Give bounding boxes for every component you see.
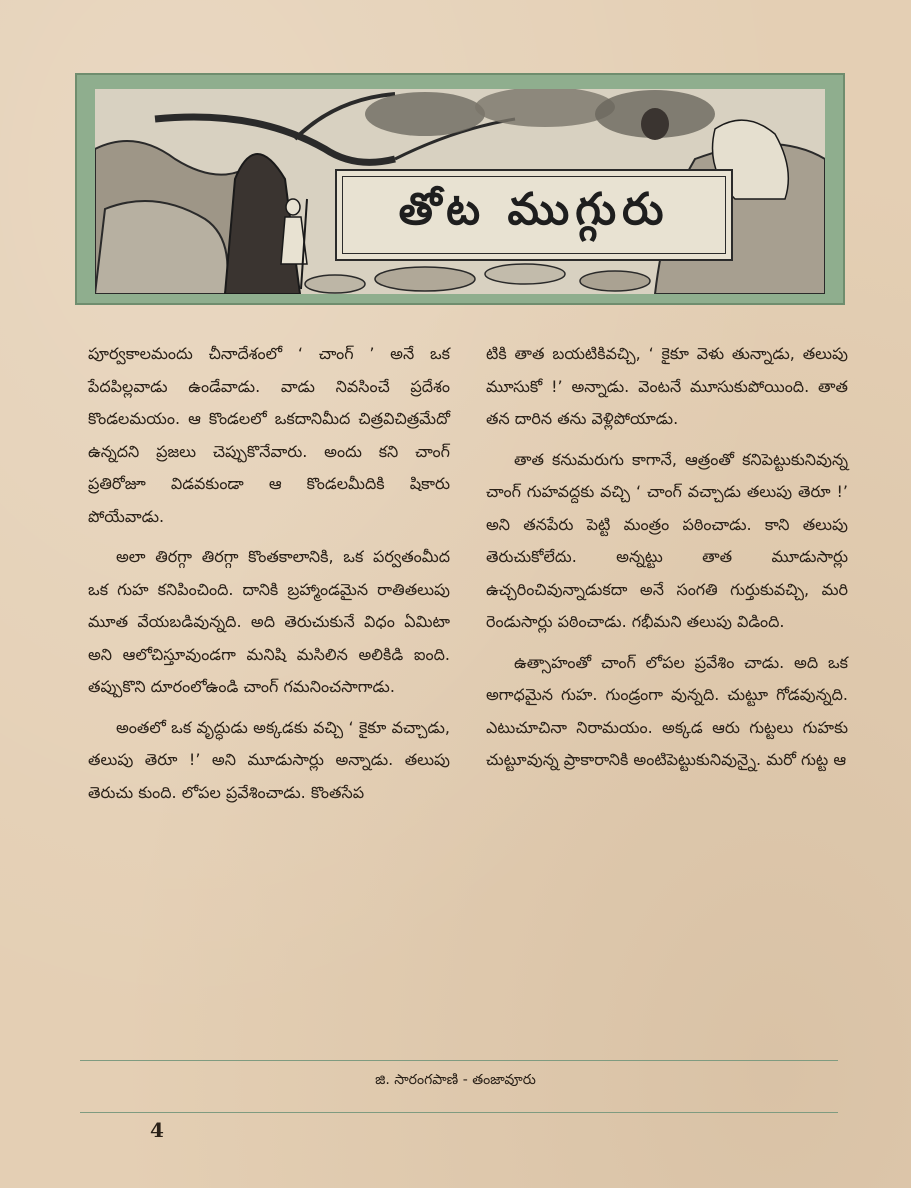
paragraph: టికి తాత బయటికివచ్చి, ‘ కైకూ వెళు తున్నాడు, తలుపు మూసుకో !’ అన్నాడు. వెంటనే మూసుకుపోయింది. తాత తన దారిన తను వెళ్లిపోయాడు. [486, 344, 848, 428]
paragraph: తాత కనుమరుగు కాగానే, ఆత్రంతో కనిపెట్టుకునివున్న చాంగ్ గుహవద్దకు వచ్చి ‘ చాంగ్ వచ్చాడు తలుపు తెరూ !’ అని తనపేరు పెట్టి మంత్రం పఠించాడు. కాని తలుపు తెరుచుకోలేదు. అన్నట్టు తాత మూడుసార్లు ఉచ్చరించివున్నాడుకదా అనే సంగతి గుర్తుకువచ్చి, మరి రెండుసార్లు పఠించాడు. గభీమని తలుపు విడింది. [486, 449, 848, 631]
article-body [88, 338, 848, 1018]
paragraph: అంతలో ఒక వృద్ధుడు అక్కడకు వచ్చి ‘ కైకూ వచ్చాడు, తలుపు తెరూ !’ అని మూడుసార్లు అన్నాడు. తలుపు తెరుచు కుంది. లోపల ప్రవేశించాడు. కొంతసేప [88, 717, 450, 802]
right-column [486, 338, 848, 1018]
paragraph: ఉత్సాహంతో చాంగ్ లోపల ప్రవేశిం చాడు. అది ఒక అగాధమైన గుహ. గుండ్రంగా వున్నది. చుట్టూ గోడవున్నది. ఎటుచూచినా నిరామయం. అక్కడ ఆరు గుట్టలు గుహకు చుట్టూవున్న ప్రాకారానికి అంటిపెట్టుకునివున్నై. మరో గుట్ట ఆ [486, 652, 848, 769]
paragraph: అలా తిరగ్గా తిరగ్గా కొంతకాలానికి, ఒక పర్వతంమీద ఒక గుహ కనిపించింది. దానికి బ్రహ్మాండమైన రాతితలుపు మూత వేయబడివున్నది. అది తెరుచుకునే విధం ఏమిటా అని ఆలోచిస్తూవుండగా మనిషి మసిలిన అలికిడి ఐంది. తప్పుకొని దూరంలోఉండి చాంగ్ గమనించసాగాడు. [88, 547, 450, 696]
story-title: తోట ముగ్గురు [398, 184, 670, 235]
page-number: 4 [150, 1118, 164, 1142]
divider-top [80, 1060, 838, 1061]
author-byline: జి. సారంగపాణి - తంజావూరు [375, 1072, 536, 1088]
cave-illustration [95, 89, 825, 294]
paragraph: పూర్వకాలమందు చీనాదేశంలో ‘ చాంగ్ ’ అనే ఒక పేదపిల్లవాడు ఉండేవాడు. వాడు నివసించే ప్రదేశం కొండలమయం. ఆ కొండలలో ఒకదానిమీద చిత్రవిచిత్రమేదో ఉన్నదని ప్రజలు చెప్పుకొనేవారు. అందు కని చాంగ్ ప్రతిరోజూ విడవకుండా ఆ కొండలమీదికి షికారు పోయేవాడు. [88, 344, 450, 526]
divider-bottom [80, 1112, 838, 1113]
title-plate [335, 169, 733, 261]
left-column [88, 338, 450, 1018]
header-banner [75, 73, 845, 305]
